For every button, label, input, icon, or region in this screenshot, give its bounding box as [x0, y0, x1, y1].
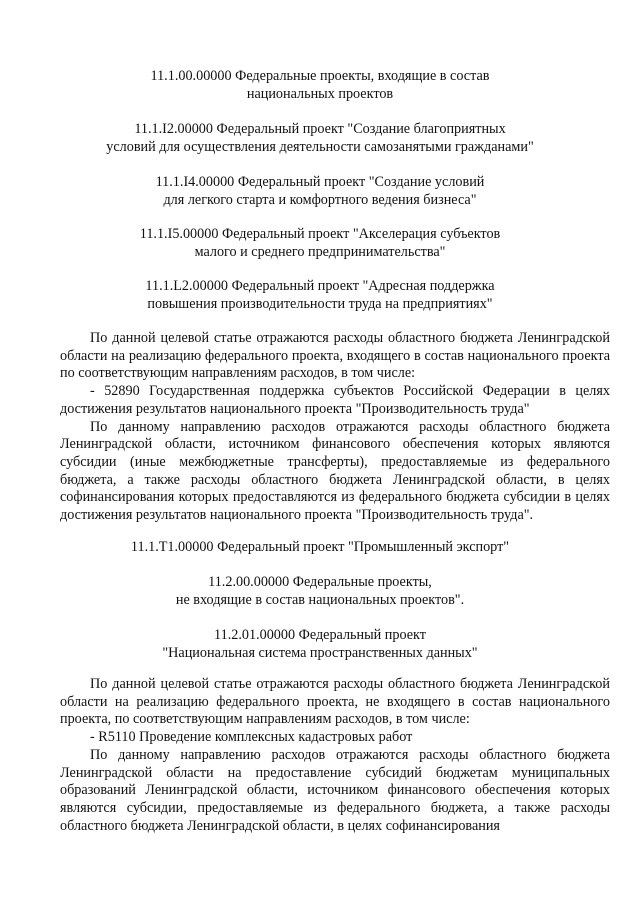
paragraph: По данной целевой статье отражаются расходы областного бюджета Ленинградской области на реализацию федерального проекта, не входящего в состав национального проекта, по соответствующим направлениям расходов, в том числе:: [60, 676, 610, 728]
paragraph: По данному направлению расходов отражаются расходы областного бюджета Ленинградской области на предоставление субсидий бюджетам муниципальных образований Ленинградской области, источником финансового обеспечения которых являются субсидии, предоставляемые из федерального бюджета, а также расходы областного бюджета Ленинградской области, в целях софинансирования: [60, 746, 610, 834]
heading-line: 11.1.T1.00000 Федеральный проект "Промышленный экспорт": [130, 539, 510, 555]
heading-line: 11.1.I4.00000 Федеральный проект "Создание условий: [155, 174, 485, 190]
heading-line: 11.2.01.00000 Федеральный проект: [214, 627, 426, 643]
heading-federal-projects-national: [0, 68, 640, 103]
heading-line: 11.1.I2.00000 Федеральный проект "Создание благоприятных: [134, 121, 506, 137]
heading-line: условий для осуществления деятельности самозанятыми гражданами": [106, 138, 534, 155]
text-block-national: [60, 330, 610, 525]
heading-line: 11.1.00.00000 Федеральные проекты, входящие в состав: [150, 68, 490, 84]
heading-line: 11.1.L2.00000 Федеральный проект "Адресная поддержка: [145, 278, 495, 294]
heading-line: 11.1.I5.00000 Федеральный проект "Акселерация субъектов: [139, 226, 501, 242]
heading-project-i2: [0, 121, 640, 156]
heading-line: национальных проектов: [246, 85, 394, 102]
heading-line: для легкого старта и комфортного ведения бизнеса": [163, 191, 477, 208]
heading-project-i5: [0, 226, 640, 261]
paragraph: По данной целевой статье отражаются расходы областного бюджета Ленинградской области на реализацию федерального проекта, входящего в состав национального проекта по соответствующим направлениям расходов, в том числе:: [60, 330, 610, 382]
heading-project-i4: [0, 174, 640, 209]
heading-line: 11.2.00.00000 Федеральные проекты,: [208, 574, 432, 590]
heading-project-l2: [0, 278, 640, 313]
heading-project-201: [0, 627, 640, 662]
heading-line: "Национальная система пространственных данных": [162, 644, 478, 661]
expense-direction-item: - R5110 Проведение комплексных кадастровых работ: [90, 729, 413, 746]
expense-direction-item: - 52890 Государственная поддержка субъектов Российской Федерации в целях достижения результатов национального проекта "Производительность труда": [60, 383, 610, 417]
heading-line: повышения производительности труда на предприятиях": [147, 295, 493, 312]
heading-project-t1: [0, 539, 640, 557]
heading-line: не входящие в состав национальных проектов".: [175, 591, 465, 608]
heading-line: малого и среднего предпринимательства": [194, 243, 446, 260]
paragraph: По данному направлению расходов отражаются расходы областного бюджета Ленинградской области, источником финансового обеспечения которых являются субсидии (иные межбюджетные трансферты), предоставляемые из федерального бюджета, а также расходы областного бюджета Ленинградской области, в целях софинансирования которых предоставляются из федерального бюджета субсидии в целях достижения результатов национального проекта "Производительность труда".: [60, 418, 610, 524]
text-block-non-national: [60, 676, 610, 835]
heading-federal-projects-non-national: [0, 574, 640, 609]
